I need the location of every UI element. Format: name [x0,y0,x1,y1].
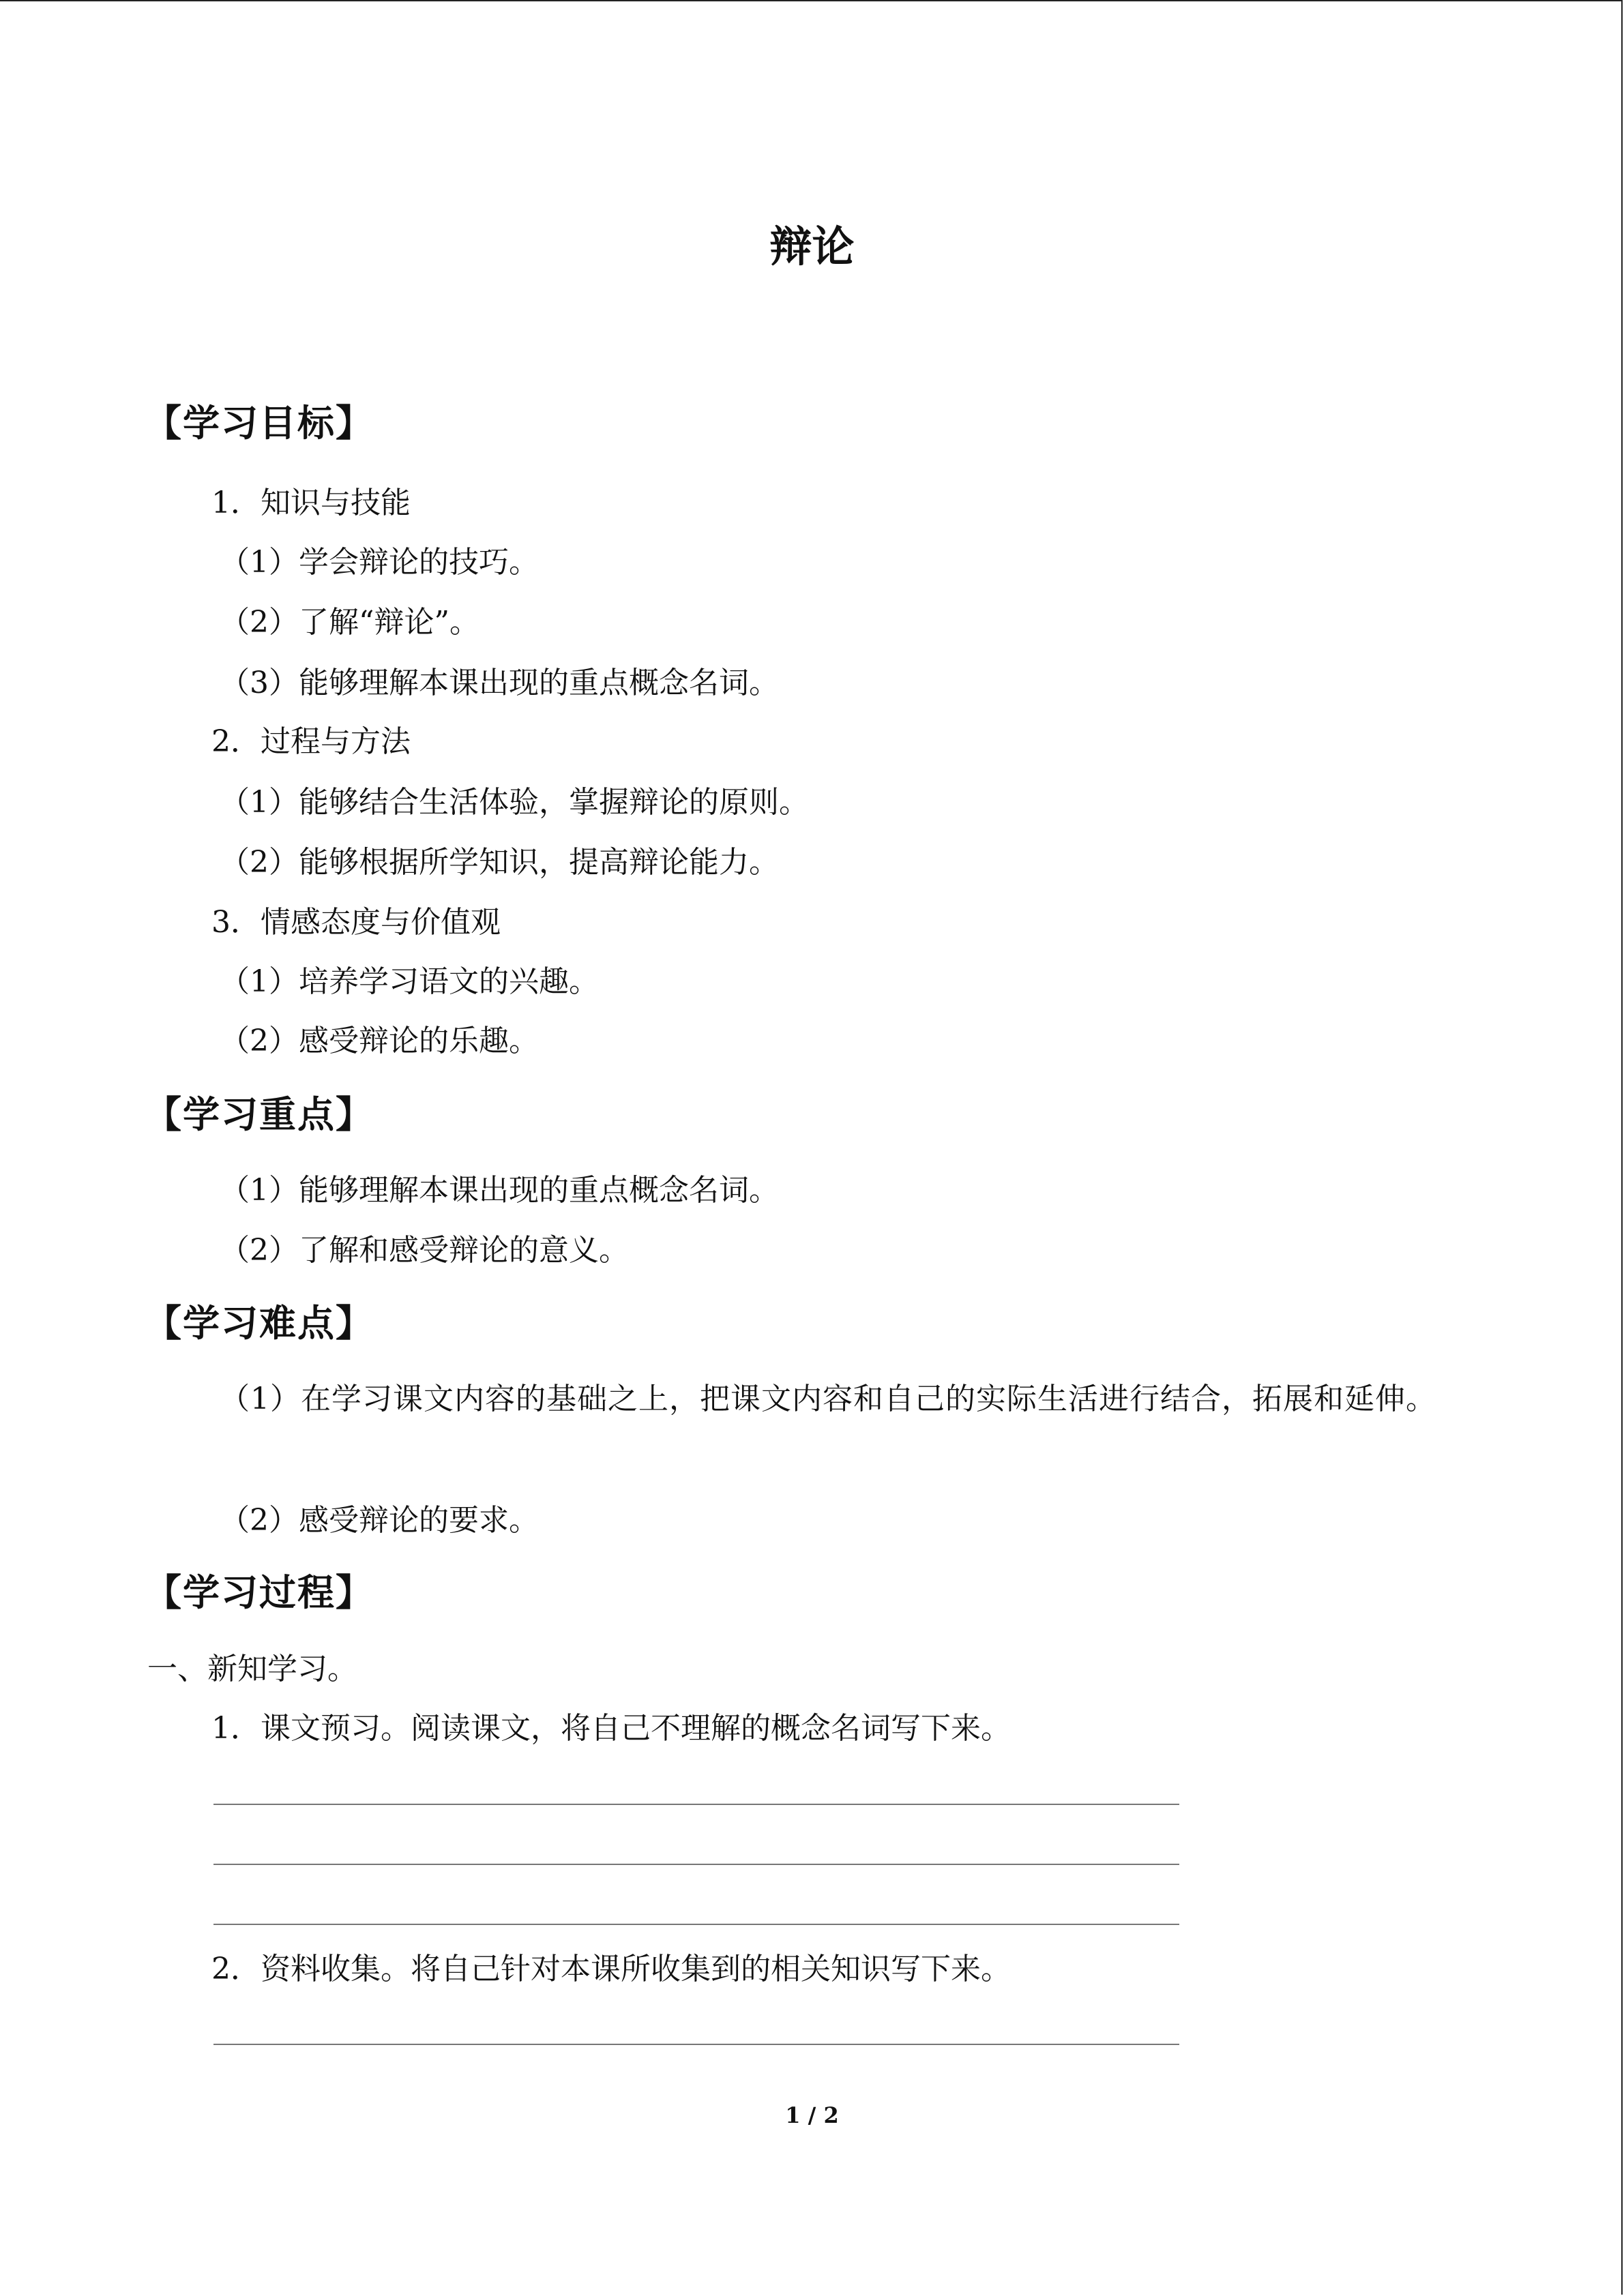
list-item: （2）了解和感受辩论的意义。 [220,1233,629,1268]
answer-line[interactable] [213,1924,1179,1925]
list-item: 2．过程与方法 [211,724,411,759]
list-item: 3．情感态度与价值观 [211,905,501,940]
section-heading-key-points: 【学习重点】 [145,1093,374,1136]
section-heading-objectives: 【学习目标】 [145,402,374,445]
page-title: 辩论 [769,222,855,271]
list-item: （2）感受辩论的要求。 [220,1503,539,1538]
list-item: （1）能够理解本课出现的重点概念名词。 [220,1173,779,1208]
answer-line[interactable] [213,1864,1179,1865]
list-item: （2）能够根据所学知识，提高辩论能力。 [220,845,779,880]
list-item: （2）感受辩论的乐趣。 [220,1024,539,1058]
answer-line[interactable] [213,2044,1179,2045]
section-heading-process: 【学习过程】 [145,1571,374,1614]
paragraph: （1）在学习课文内容的基础之上，把课文内容和自己的实际生活进行结合，拓展和延伸。 [220,1382,1436,1416]
section-heading-difficulties: 【学习难点】 [145,1302,374,1345]
list-item: （1）学会辩论的技巧。 [220,545,539,580]
list-item: （1）培养学习语文的兴趣。 [220,964,599,999]
task-label: 1．课文预习。阅读课文，将自己不理解的概念名词写下来。 [211,1711,1011,1746]
task-label: 2．资料收集。将自己针对本课所收集到的相关知识写下来。 [211,1952,1011,1986]
list-item: （3）能够理解本课出现的重点概念名词。 [220,666,779,700]
list-item: 1．知识与技能 [211,486,411,520]
page-number: 1 / 2 [785,2102,839,2128]
answer-line[interactable] [213,1804,1179,1805]
list-item: （1）能够结合生活体验，掌握辩论的原则。 [220,785,809,820]
subsection-label: 一、新知学习。 [147,1652,357,1686]
list-item: （2）了解“辩论”。 [220,605,479,640]
